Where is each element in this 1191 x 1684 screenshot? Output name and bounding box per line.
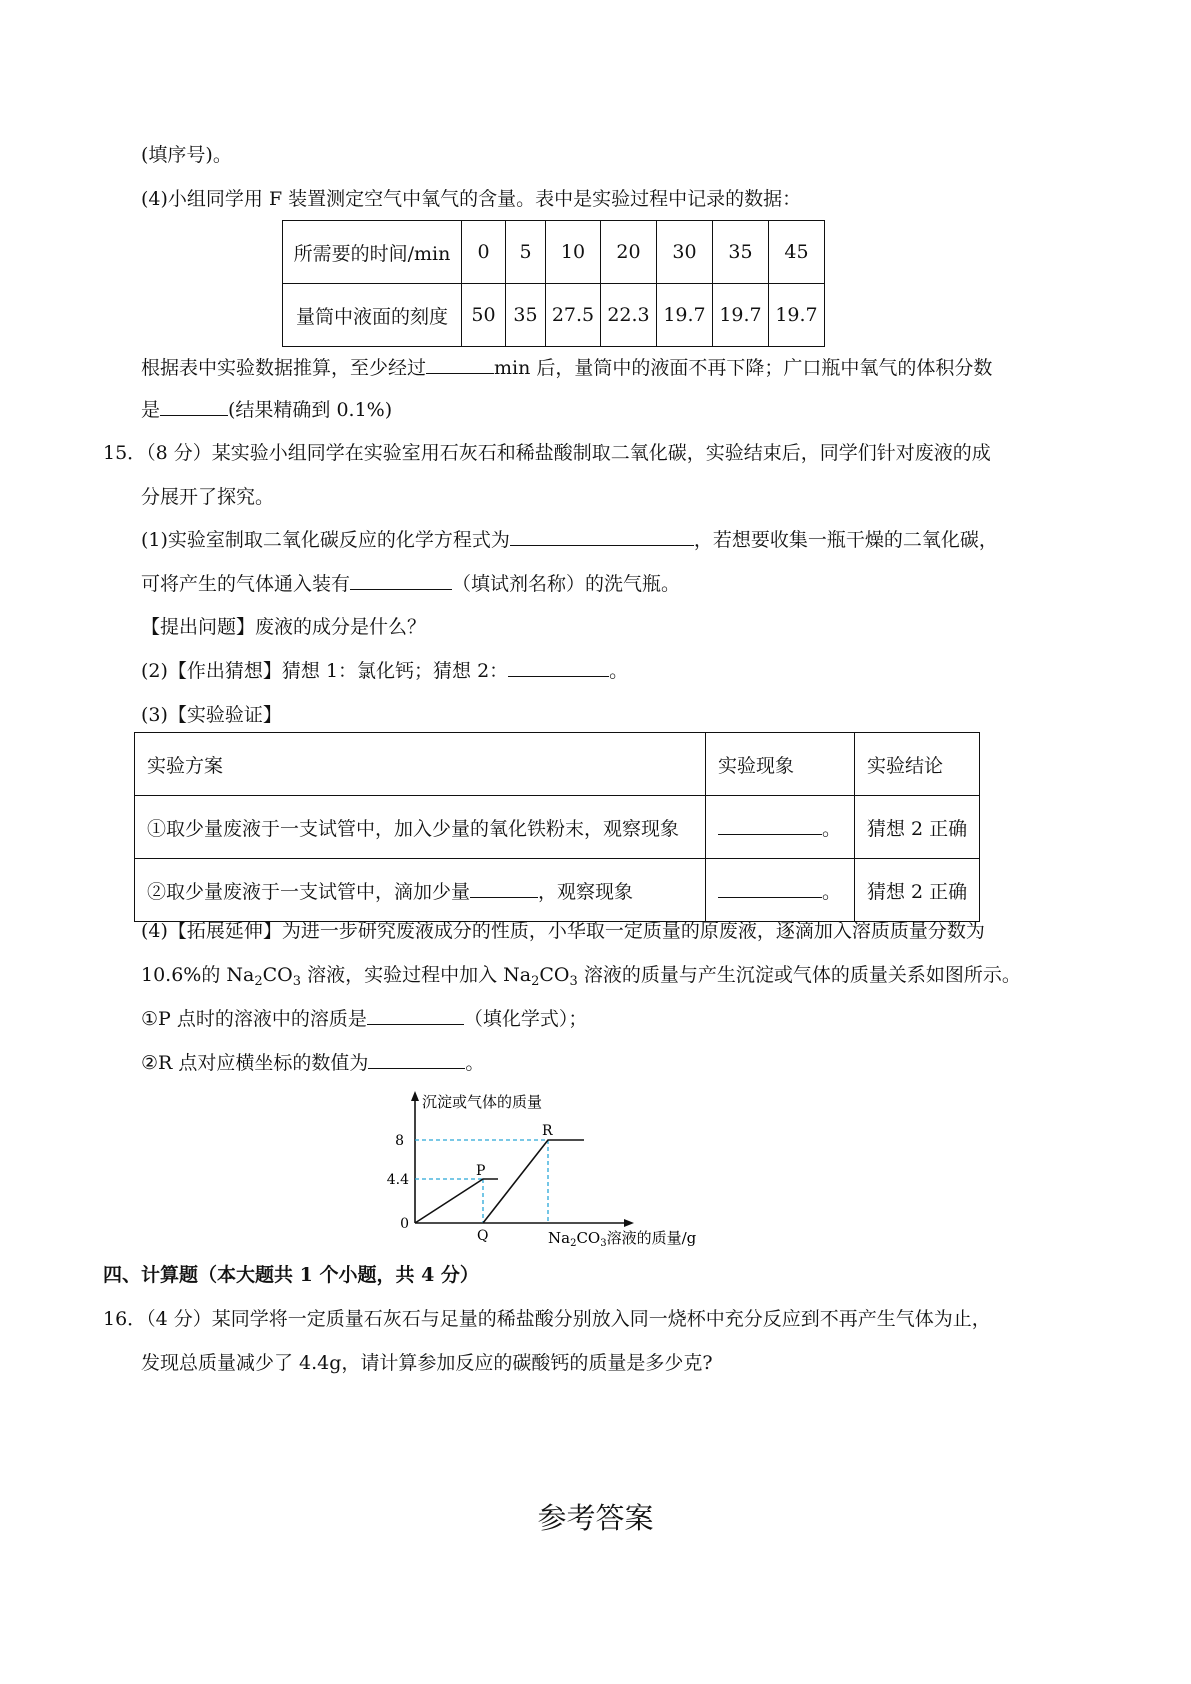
point-label-p: P (476, 1163, 486, 1179)
q14-part4-intro: (4)小组同学用 F 装置测定空气中氧气的含量。表中是实验过程中记录的数据： (141, 188, 802, 210)
table-cell-plan (135, 859, 706, 922)
text-segment: 溶液，实验过程中加入 Na (301, 964, 532, 986)
table-cell: 19.7 (657, 284, 713, 347)
q15-part4-question2 (141, 1050, 484, 1076)
q15-part4-line2 (141, 962, 1021, 991)
text-segment: （填试剂名称）的洗气瓶。 (452, 573, 681, 595)
table-row-level (283, 284, 825, 347)
table-cell: 20 (601, 221, 657, 284)
subscript: 2 (570, 1238, 577, 1249)
answer-blank[interactable] (718, 879, 822, 898)
text-segment: CO (262, 964, 293, 986)
table-cell: 19.7 (713, 284, 769, 347)
text-segment: 。 (609, 660, 629, 682)
table-header-plan: 实验方案 (135, 733, 706, 796)
q15-part1-line1 (141, 527, 998, 553)
y-tick-label: 8 (395, 1133, 404, 1149)
subscript: 3 (292, 974, 302, 989)
answer-title: 参考答案 (537, 1501, 654, 1535)
table-cell: 19.7 (769, 284, 825, 347)
table-cell: 35 (506, 284, 546, 347)
table-row-time (283, 221, 825, 284)
text-segment: ，观察现象 (538, 880, 634, 903)
table-cell: 0 (462, 221, 506, 284)
text-segment: min 后，量筒中的液面不再下降；广口瓶中氧气的体积分数 (494, 357, 993, 379)
precipitate-curve (483, 1140, 584, 1223)
table-cell: 5 (506, 221, 546, 284)
answer-blank[interactable] (350, 571, 452, 590)
point-label-r: R (542, 1123, 553, 1139)
text-segment: (结果精确到 0.1%) (228, 399, 393, 421)
q15-stem-line1: 15．（8 分）某实验小组同学在实验室用石灰石和稀盐酸制取二氧化碳，实验结束后，同学们针对废液的成 (103, 442, 991, 464)
text-segment: 溶液的质量/g (606, 1229, 697, 1247)
q15-part2-hypothesis (141, 658, 628, 684)
mass-relationship-graph (380, 1085, 740, 1255)
q14-line-fill-number: (填序号)。 (141, 144, 232, 166)
text-segment: CO (576, 1229, 601, 1247)
answer-blank[interactable] (368, 1050, 465, 1069)
q15-part1-line2 (141, 571, 680, 597)
subscript: 2 (531, 974, 540, 989)
text-segment: （填化学式）； (463, 1008, 588, 1030)
oxygen-data-table (282, 220, 825, 347)
y-axis-arrow-icon (411, 1091, 419, 1101)
gas-curve (415, 1179, 498, 1223)
table-cell-plan: ①取少量废液于一支试管中，加入少量的氧化铁粉末，观察现象 (135, 796, 706, 859)
table-cell: 22.3 (601, 284, 657, 347)
text-segment: 可将产生的气体通入装有 (141, 573, 351, 595)
text-segment: 10.6%的 Na (141, 964, 255, 986)
text-segment: ②R 点对应横坐标的数值为 (141, 1052, 369, 1074)
text-segment: 。 (822, 880, 842, 903)
table-cell-phenomenon (706, 796, 855, 859)
text-segment: ②取少量废液于一支试管中，滴加少量 (147, 880, 471, 903)
table-cell: 35 (713, 221, 769, 284)
q15-part4-line1: (4)【拓展延伸】为进一步研究废液成分的性质，小华取一定质量的原废液，逐滴加入溶质质量分数为 (141, 920, 985, 942)
x-axis-arrow-icon (624, 1219, 634, 1227)
text-segment: ①P 点时的溶液中的溶质是 (141, 1008, 367, 1030)
text-segment: (2)【作出猜想】猜想 1：氯化钙；猜想 2： (141, 660, 509, 682)
table-header-conclusion: 实验结论 (855, 733, 980, 796)
y-tick-label: 4.4 (386, 1172, 409, 1188)
table-header-phenomenon: 实验现象 (706, 733, 855, 796)
answer-blank[interactable] (426, 355, 494, 374)
table-cell: 所需要的时间/min (283, 221, 462, 284)
y-tick-label: 0 (400, 1216, 409, 1232)
q16-line2: 发现总质量减少了 4.4g，请计算参加反应的碳酸钙的质量是多少克? (141, 1352, 713, 1374)
table-cell: 10 (546, 221, 601, 284)
table-row (135, 859, 980, 922)
text-segment: 。 (822, 817, 842, 840)
text-segment: 是 (141, 399, 161, 421)
q14-question-minutes (141, 355, 992, 381)
text-segment: 溶液的质量与产生沉淀或气体的质量关系如图所示。 (577, 964, 1021, 986)
table-cell: 50 (462, 284, 506, 347)
text-segment: CO (539, 964, 570, 986)
text-segment: 根据表中实验数据推算，至少经过 (141, 357, 427, 379)
q15-stem-line2: 分展开了探究。 (141, 486, 275, 508)
answer-blank[interactable] (508, 658, 609, 677)
experiment-table (134, 732, 980, 922)
table-cell-conclusion: 猜想 2 正确 (855, 859, 980, 922)
y-axis-label: 沉淀或气体的质量 (422, 1093, 543, 1111)
point-label-q: Q (477, 1228, 489, 1244)
table-cell: 30 (657, 221, 713, 284)
table-cell-phenomenon (706, 859, 855, 922)
answer-blank[interactable] (510, 527, 694, 546)
subscript: 3 (600, 1238, 607, 1249)
text-segment: ，若想要收集一瓶干燥的二氧化碳， (693, 529, 998, 551)
table-cell: 27.5 (546, 284, 601, 347)
section4-title: 四、计算题（本大题共 1 个小题，共 4 分） (103, 1264, 479, 1286)
answer-blank[interactable] (367, 1006, 464, 1025)
answer-blank[interactable] (160, 397, 228, 416)
text-segment: 。 (465, 1052, 485, 1074)
q16-line1: 16．（4 分）某同学将一定质量石灰石与足量的稀盐酸分别放入同一烧杯中充分反应到不再产生气体为止， (103, 1308, 991, 1330)
subscript: 2 (254, 974, 263, 989)
table-cell: 45 (769, 221, 825, 284)
table-row (135, 796, 980, 859)
text-segment: Na (548, 1229, 571, 1247)
q15-raise-question: 【提出问题】废液的成分是什么？ (141, 616, 427, 638)
q15-part3-title: (3)【实验验证】 (141, 704, 282, 726)
q14-question-fraction (141, 397, 392, 423)
table-row-header (135, 733, 980, 796)
x-axis-label (548, 1229, 697, 1249)
answer-blank[interactable] (470, 879, 538, 898)
table-cell-conclusion: 猜想 2 正确 (855, 796, 980, 859)
subscript: 3 (569, 974, 578, 989)
q15-part4-question1 (141, 1006, 587, 1032)
text-segment: (1)实验室制取二氧化碳反应的化学方程式为 (141, 529, 510, 551)
table-cell: 量筒中液面的刻度 (283, 284, 462, 347)
answer-blank[interactable] (718, 816, 822, 835)
